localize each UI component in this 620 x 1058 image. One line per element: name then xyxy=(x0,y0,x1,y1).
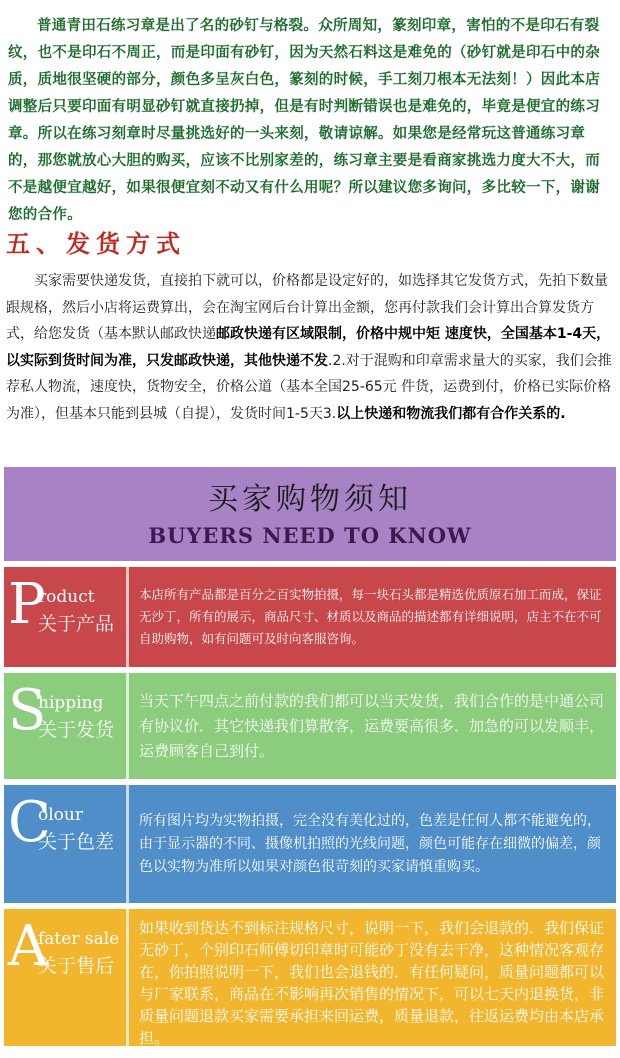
notice-row-colour xyxy=(4,785,616,903)
row-text-box xyxy=(129,785,616,903)
shipping-text-2: .2.对于混购和印章需求量大的买家，我们会推荐私人物流，速度快，货物安全，价格公道（基本全国25-65元 件货，运费到付，价格已实际价格为准），但基本只能到县城（自提），发货时间1-5天3. xyxy=(6,352,612,422)
section-heading: 五、发货方式 xyxy=(6,229,186,258)
row-text: 本店所有产品都是百分之百实物拍摄，每一块石头都是精选优质原石加工而成，保证无沙丁，所有的展示，商品尺寸、材质以及商品的描述都有详细说明，店主不在不可自助购物，如有问题可及时向客服咨询。 xyxy=(139,587,602,646)
row-text: 如果收到货达不到标注规格尺寸，说明一下，我们会退款的．我们保证无砂丁，个别印石师傅切印章时可能砂丁没有去干净，这种情况客观存在，你拍照说明一下，我们也会退钱的．有任何疑问，质量问题都可以与厂家联系，商品在不影响再次销售的情况下，可以七天内退换货，非质量问题退款买家需要承担来回运费，质量退款，往返运费均由本店承担。 xyxy=(139,919,605,1047)
row-label-en: olour xyxy=(38,805,83,825)
shipping-bold-2: 以上快递和物流我们都有合作关系的. xyxy=(336,405,566,422)
shipping-paragraph xyxy=(0,268,620,427)
row-label xyxy=(4,673,129,779)
row-label-en: hipping xyxy=(38,693,104,713)
notice-title: 买家购物须知 xyxy=(208,481,412,517)
notice-row-product xyxy=(4,567,616,667)
notice-row-after-sale xyxy=(4,909,616,1046)
notice-row-shipping xyxy=(4,673,616,779)
row-label xyxy=(4,909,129,1046)
row-text-box xyxy=(129,673,616,779)
row-initial: S xyxy=(8,678,47,743)
row-text-box xyxy=(129,567,616,667)
row-label-zh: 关于售后 xyxy=(38,955,115,977)
row-initial: P xyxy=(8,572,46,637)
row-label-en: roduct xyxy=(38,587,95,607)
row-initial: C xyxy=(8,790,51,855)
intro-paragraph: 普通青田石练习章是出了名的砂钉与格裂。众所周知，篆刻印章，害怕的不是印石有裂纹，也不是印石不周正，而是印面有砂钉，因为天然石料这是难免的（砂钉就是印石中的杂质，质地很坚硬的部分，颜色多呈灰白色，篆刻的时候，手工刻刀根本无法刻！）因此本店调整后只要印面有明显砂钉就直接扔掉，但是有时判断错误也是难免的，毕竟是便宜的练习章。所以在练习刻章时尽量挑选好的一头来刻，敬请谅解。如果您是经常玩这普通练习章的，那您就放心大胆的购买，应该不比别家差的，练习章主要是看商家挑选力度大不大，而不是越便宜越好，如果很便宜刻不动又有什么用呢？所以建议您多询问，多比较一下，谢谢您的合作。 xyxy=(8,17,600,223)
row-text-box xyxy=(129,909,616,1046)
notice-subtitle: BUYERS NEED TO KNOW xyxy=(148,522,472,548)
row-label-zh: 关于产品 xyxy=(38,613,115,635)
row-label-zh: 关于发货 xyxy=(38,719,115,741)
row-label-en: fater sale xyxy=(38,929,120,949)
shipping-text-1: 买家需要快递发货，直接拍下就可以，价格都是设定好的，如选择其它发货方式，先拍下数量跟规格，然后小店将运费算出，会在淘宝网后台计算出金额，您再付款我们会计算出合算发货方式，给您发货（基本默认邮政快递 xyxy=(6,273,608,342)
row-label xyxy=(4,567,129,667)
row-initial: A xyxy=(8,914,49,979)
buyers-notice-panel xyxy=(4,467,616,1050)
row-text: 所有图片均为实物拍摄，完全没有美化过的，色差是任何人都不能避免的，由于显示器的不同、摄像机拍照的光线问题，颜色可能存在细微的偏差，颜色以实物为准所以如果对颜色很苛刻的买家请慎重购买。 xyxy=(139,812,601,875)
shipping-bold-1: 邮政快递有区域限制，价格中规中矩 速度快，全国基本1-4天，以实际到货时间为准，只发邮政快递，其他快递不发 xyxy=(6,326,611,369)
row-label-zh: 关于色差 xyxy=(38,831,115,853)
row-text: 当天下午四点之前付款的我们都可以当天发货，我们合作的是中通公司有协议价．其它快递我们算散客，运费要高很多．加急的可以发顺丰，运费顾客自己到付。 xyxy=(139,691,605,760)
row-label xyxy=(4,785,129,903)
notice-banner xyxy=(4,467,616,561)
